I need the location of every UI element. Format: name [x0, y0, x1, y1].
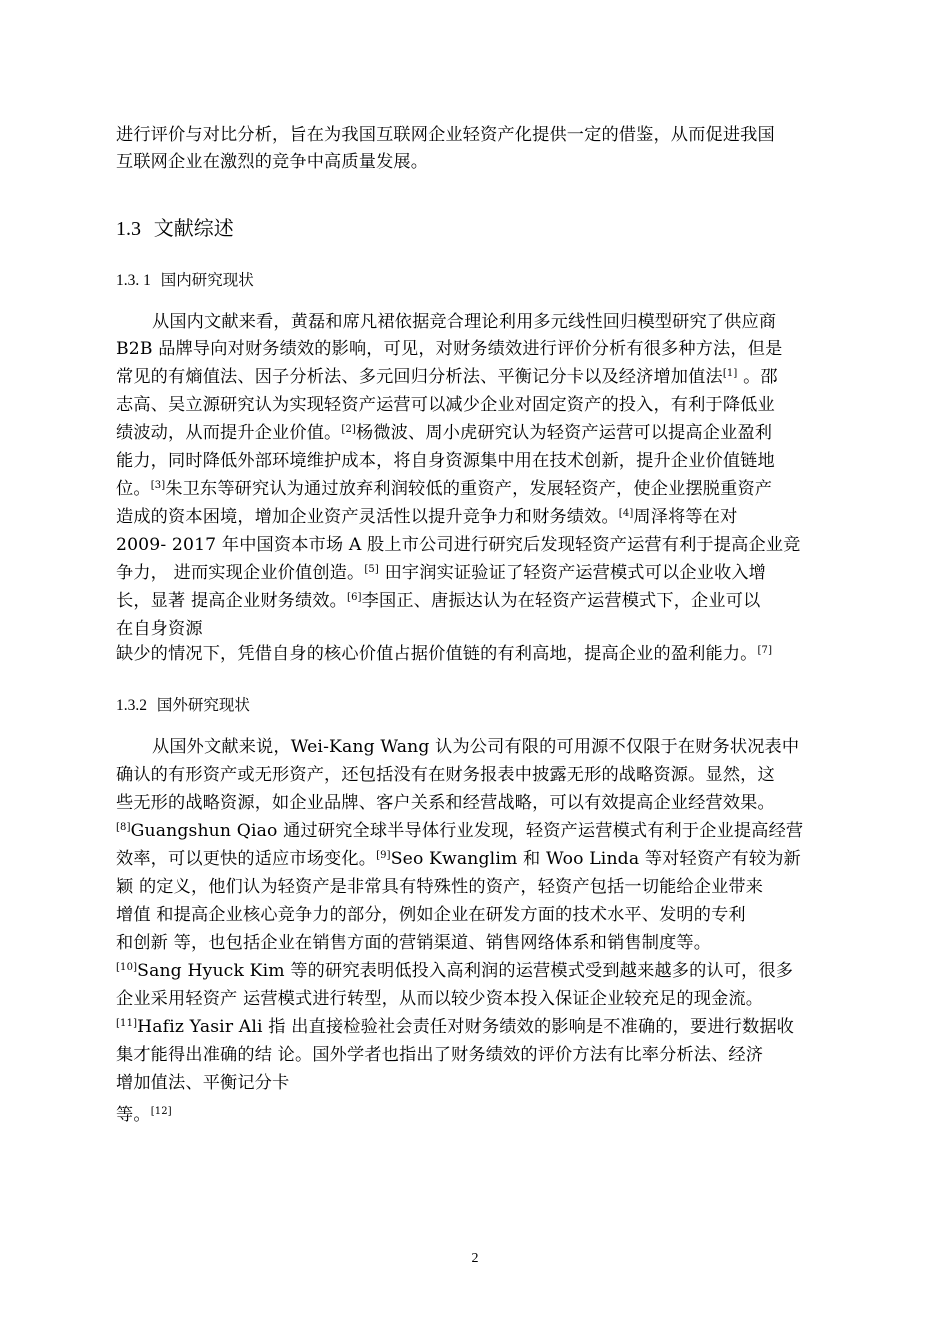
citation-ref: [5] [364, 564, 379, 575]
foreign-line [116, 820, 803, 842]
foreign-line [116, 764, 775, 786]
domestic-line [116, 422, 772, 444]
citation-ref: [3] [150, 480, 166, 491]
domestic-line-text: 缺少的情况下，凭借自身的核心价值占据价值链的有利高地，提高企业的盈利能力。 [116, 644, 758, 664]
domestic-line [116, 534, 800, 556]
foreign-line-text: Guangshun Qiao 通过研究全球半导体行业发现，轻资产运营模式有利于企业提高经营 [130, 821, 804, 841]
domestic-line-text: 志高、吴立源研究认为实现轻资产运营可以减少企业对固定资产的投入，有利于降低业 [116, 395, 775, 415]
citation-ref: [6] [347, 592, 362, 603]
foreign-line [116, 848, 801, 870]
section-heading [116, 216, 234, 241]
citation-ref: [9] [376, 850, 391, 861]
domestic-line-tail: 田宇润实证验证了轻资产运营模式可以企业收入增 [378, 563, 767, 583]
domestic-heading-number: 1.3. 1 [116, 272, 151, 289]
foreign-line-text: 和创新 等，也包括企业在销售方面的营销渠道、销售网络体系和销售制度等。 [116, 933, 712, 953]
foreign-heading-number: 1.3.2 [116, 697, 147, 714]
foreign-line-text: 颖 的定义，他们认为轻资产是非常具有特殊性的资产，轻资产包括一切能给企业带来 [116, 877, 764, 897]
foreign-line [116, 792, 775, 814]
domestic-line [116, 338, 782, 360]
citation-ref: [1] [722, 368, 738, 379]
domestic-line-text: 位。 [116, 479, 151, 499]
domestic-line-text: 常见的有熵值法、因子分析法、多元回归分析法、平衡记分卡以及经济增加值法 [116, 367, 723, 387]
foreign-line [152, 736, 799, 758]
domestic-line [116, 450, 775, 472]
foreign-line-text: Sang Hyuck Kim 等的研究表明低投入高利润的运营模式受到越来越多的认可，很多 [137, 961, 794, 981]
foreign-line [116, 904, 746, 926]
citation-ref: [12] [150, 1106, 172, 1117]
domestic-line [116, 366, 778, 388]
intro-line-2: 互联网企业在激烈的竞争中高质量发展。 [116, 152, 429, 172]
domestic-heading [116, 270, 254, 291]
domestic-line-tail: 杨微波、周小虎研究认为轻资产运营可以提高企业盈利 [356, 423, 773, 443]
domestic-line-text: 长，显著 提高企业财务绩效。 [116, 591, 348, 611]
domestic-line [116, 394, 775, 416]
citation-ref: [11] [116, 1018, 138, 1029]
domestic-line [116, 506, 737, 528]
domestic-line-tail: 。邵 [737, 367, 778, 387]
foreign-line [116, 876, 763, 898]
intro-line-1: 进行评价与对比分析，旨在为我国互联网企业轻资产化提供一定的借鉴，从而促进我国 [116, 125, 775, 145]
domestic-line [152, 311, 776, 333]
domestic-line-text: 争力， 进而实现企业价值创造。 [116, 563, 365, 583]
foreign-line-text: 等。 [116, 1105, 151, 1125]
domestic-line-text: 2009- 2017 年中国资本市场 A 股上市公司进行研究后发现轻资产运营有利于提高企业竞 [116, 535, 801, 555]
domestic-line-text: 在自身资源 [116, 619, 203, 639]
domestic-line [116, 562, 766, 584]
domestic-line-text: 从国内文献来看，黄磊和席凡裙依据竞合理论利用多元线性回归模型研究了供应商 [152, 312, 777, 332]
foreign-line [116, 1044, 763, 1066]
foreign-line [116, 988, 763, 1010]
foreign-heading [116, 695, 250, 716]
foreign-heading-title: 国外研究现状 [156, 696, 250, 714]
foreign-line-text: Hafiz Yasir Ali 指 出直接检验社会责任对财务绩效的影响是不准确的，要进行数据收 [137, 1017, 795, 1037]
domestic-line [116, 643, 772, 665]
domestic-line [116, 590, 760, 612]
foreign-line [116, 932, 711, 954]
section-title: 文献综述 [153, 216, 234, 240]
foreign-line [116, 960, 793, 982]
domestic-line-text: 能力，同时降低外部环境维护成本，将自身资源集中用在技术创新，提升企业价值链地 [116, 451, 775, 471]
page-number: 2 [471, 1251, 479, 1266]
domestic-line-tail: 周泽将等在对 [633, 507, 738, 527]
foreign-line-text: 企业采用轻资产 运营模式进行转型，从而以较少资本投入保证企业较充足的现金流。 [116, 989, 764, 1009]
foreign-line-text: 从国外文献来说，Wei-Kang Wang 认为公司有限的可用源不仅限于在财务状况表中 [152, 737, 800, 757]
foreign-line-text: 些无形的战略资源，如企业品牌、客户关系和经营战略，可以有效提高企业经营效果。 [116, 793, 775, 813]
foreign-line [116, 1104, 172, 1126]
citation-ref: [4] [618, 508, 634, 519]
domestic-heading-title: 国内研究现状 [160, 271, 254, 289]
citation-ref: [10] [116, 962, 138, 973]
domestic-line-text: 绩波动，从而提升企业价值。 [116, 423, 342, 443]
domestic-line [116, 478, 772, 500]
foreign-line [116, 1072, 289, 1094]
domestic-line [116, 618, 203, 640]
section-number: 1.3 [116, 218, 141, 240]
foreign-line-text: 确认的有形资产或无形资产，还包括没有在财务报表中披露无形的战略资源。显然，这 [116, 765, 775, 785]
foreign-line-text: 效率，可以更快的适应市场变化。 [116, 849, 377, 869]
domestic-line-tail: 朱卫东等研究认为通过放弃利润较低的重资产，发展轻资产，使企业摆脱重资产 [165, 479, 773, 499]
foreign-line-text: 集才能得出准确的结 论。国外学者也指出了财务绩效的评价方法有比率分析法、经济 [116, 1045, 764, 1065]
domestic-line-tail: 李国正、唐振达认为在轻资产运营模式下，企业可以 [361, 591, 761, 611]
domestic-line-text: 造成的资本困境，增加企业资产灵活性以提升竞争力和财务绩效。 [116, 507, 619, 527]
foreign-line [116, 1016, 794, 1038]
foreign-line-text: 增值 和提高企业核心竞争力的部分，例如企业在研发方面的技术水平、发明的专利 [116, 905, 746, 925]
citation-ref: [7] [757, 645, 773, 656]
foreign-line-text: 增加值法、平衡记分卡 [116, 1073, 290, 1093]
domestic-line-text: B2B 品牌导向对财务绩效的影响，可见，对财务绩效进行评价分析有很多种方法，但是 [116, 339, 783, 359]
citation-ref: [2] [341, 424, 357, 435]
foreign-line-tail: Seo Kwanglim 和 Woo Linda 等对轻资产有较为新 [390, 849, 801, 869]
citation-ref: [8] [116, 822, 131, 833]
